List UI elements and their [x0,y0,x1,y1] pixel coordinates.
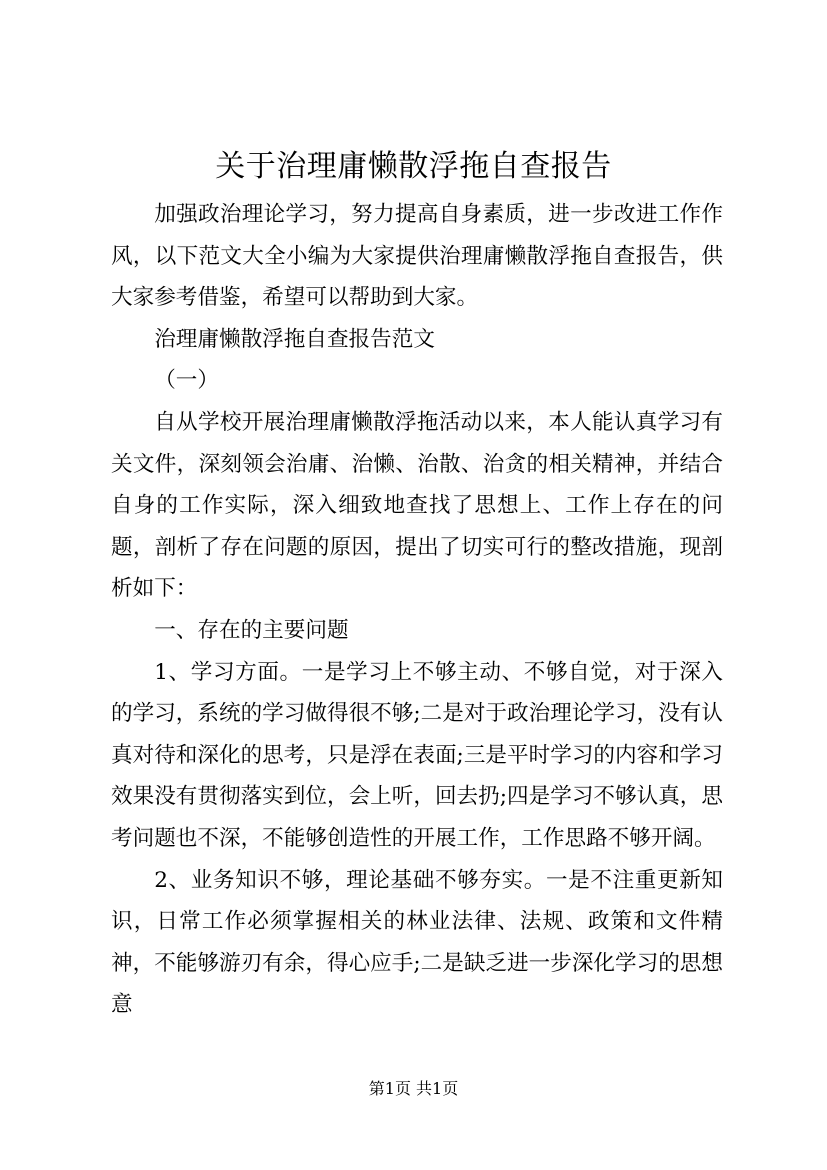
page-footer: 第1页 共1页 [368,1079,459,1098]
intro-paragraph: 加强政治理论学习，努力提高自身素质，进一步改进工作作风，以下范文大全小编为大家提供治理庸懒散浮拖自查报告，供大家参考借鉴，希望可以帮助到大家。 [111,202,723,311]
section-number: （一） [154,368,219,394]
document-body [111,194,723,1026]
document-title: 关于治理庸懒散浮拖自查报告 [215,149,612,184]
body-paragraph: 1、学习方面。一是学习上不够主动、不够自觉，对于深入的学习，系统的学习做得很不够;二是对于政治理论学习，没有认真对待和深化的思考，只是浮在表面;三是平时学习的内容和学习效果没有贯彻落实到位，会上听，回去扔;四是学习不够认真，思考问题也不深，不能够创造性的开展工作，工作思路不够开阔。 [111,659,723,851]
section-title: 治理庸懒散浮拖自查报告范文 [154,326,435,352]
body-paragraph: 自从学校开展治理庸懒散浮拖活动以来，本人能认真学习有关文件，深刻领会治庸、治懒、治散、治贪的相关精神，并结合自身的工作实际，深入细致地查找了思想上、工作上存在的问题，剖析了存在问题的原因，提出了切实可行的整改措施，现剖析如下： [111,409,723,602]
body-paragraph: 2、业务知识不够，理论基础不够夯实。一是不注重更新知识，日常工作必须掌握相关的林业法律、法规、政策和文件精神，不能够游刃有余，得心应手;二是缺乏进一步深化学习的思想意 [111,867,723,1018]
subsection-heading: 一、存在的主要问题 [154,617,349,643]
